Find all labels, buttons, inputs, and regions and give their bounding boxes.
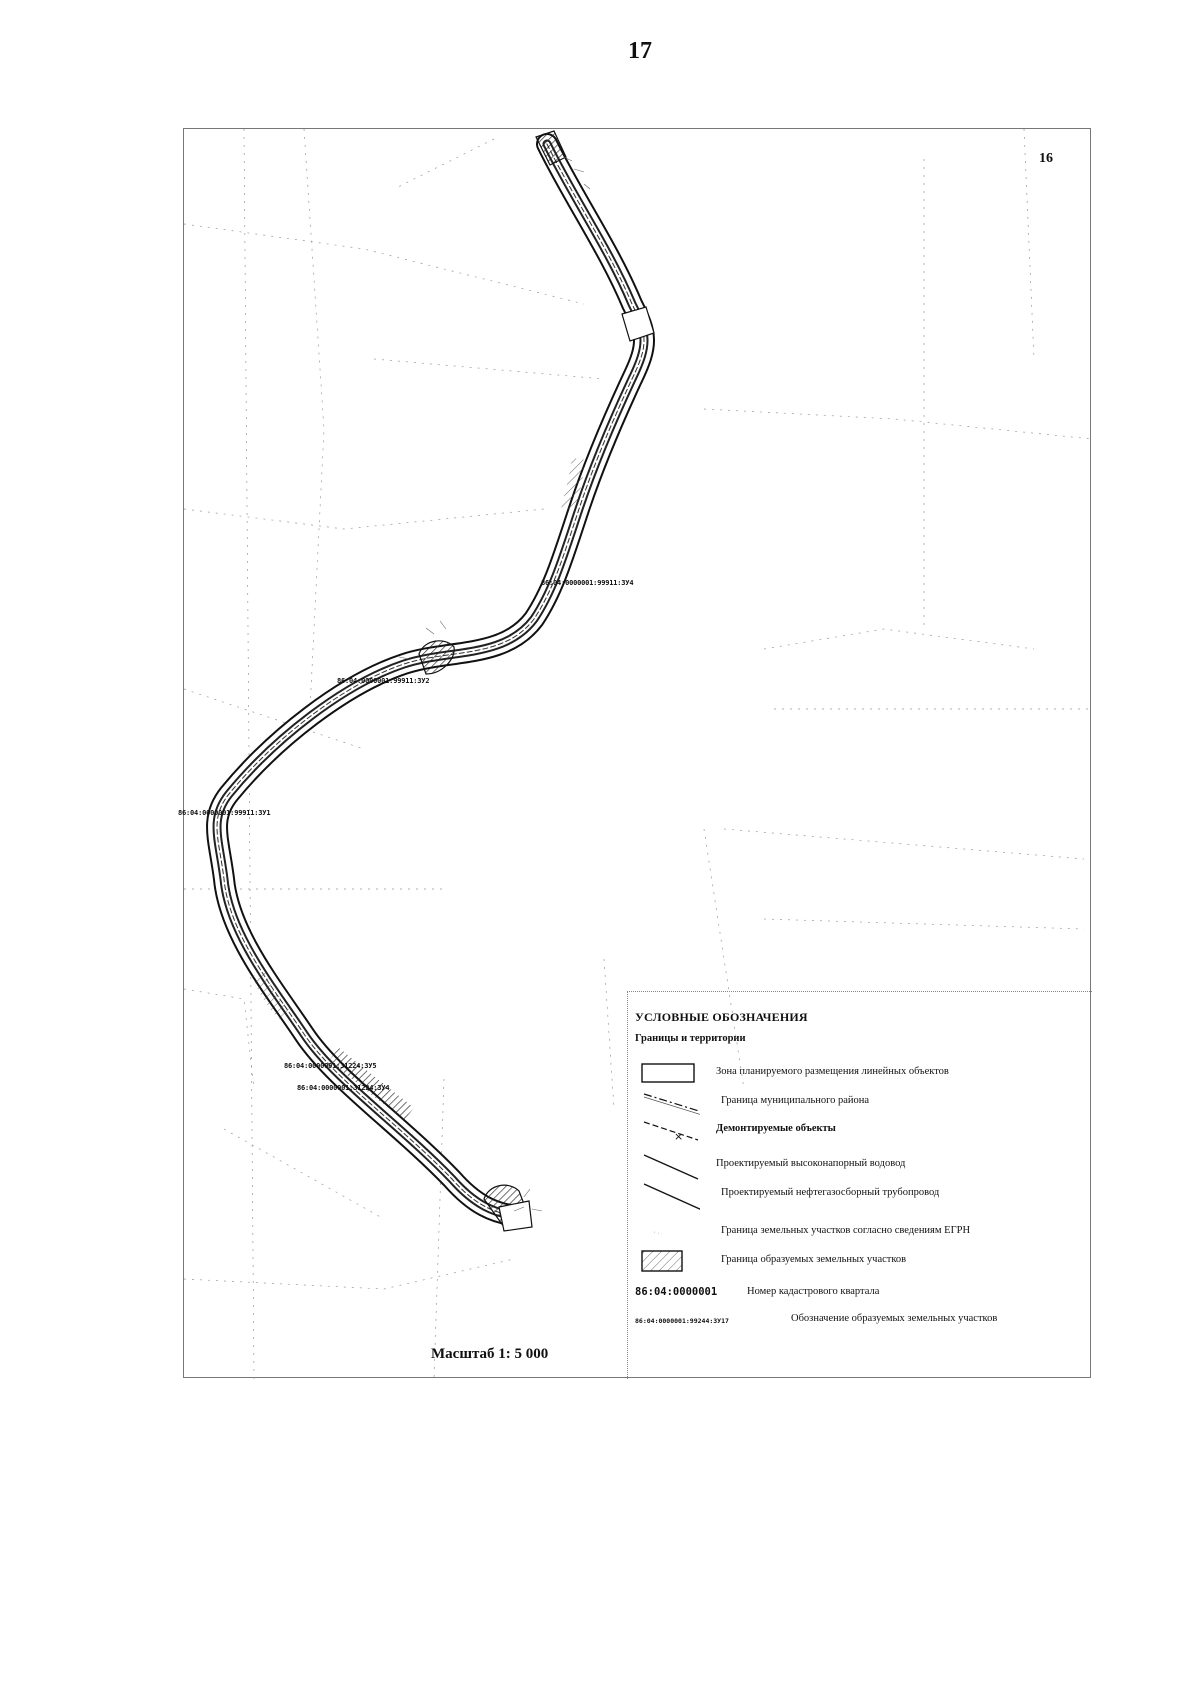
legend-item-label: Граница земельных участков согласно сведениям ЕГРН [721, 1225, 971, 1236]
legend-item [628, 1218, 1093, 1248]
legend-item-label: Проектируемый высоконапорный водовод [716, 1158, 906, 1169]
parcel-label: 86:04:0000001:31224:ЗУ4 [297, 1084, 390, 1092]
legend-title: УСЛОВНЫЕ ОБОЗНАЧЕНИЯ [635, 1010, 808, 1024]
parcel-label: 86:04:0000001:31224:ЗУ5 [284, 1062, 377, 1070]
rectangle-outline-icon [640, 1059, 700, 1089]
corridor [217, 144, 644, 1216]
solid-line-icon [640, 1151, 700, 1181]
parcel-label: 86:04:0000001:99911:ЗУ2 [337, 677, 430, 685]
legend [627, 991, 1092, 1379]
scale-caption: Масштаб 1: 5 000 [431, 1346, 549, 1362]
legend-item-label: Проектируемый нефтегазосборный трубопровод [721, 1187, 940, 1198]
legend-item-label: Граница образуемых земельных участков [721, 1254, 907, 1265]
hatched-rectangle-icon [640, 1247, 700, 1277]
legend-item [628, 1116, 1093, 1146]
cadastral-quarter-label: Номер кадастрового квартала [747, 1286, 880, 1297]
legend-subtitle: Границы и территории [635, 1033, 746, 1044]
svg-text:×: × [674, 1130, 684, 1143]
page-number: 17 [628, 38, 652, 64]
cadastral-quarter-example: 86:04:0000001 [635, 1286, 718, 1298]
dash-dot-line-icon [640, 1088, 700, 1118]
dotted-line-icon [640, 1218, 700, 1248]
parcel-label: 86:04:0000001:99911:ЗУ4 [541, 579, 634, 587]
dismantled-object-x-icon [640, 1116, 700, 1146]
legend-item [628, 1059, 1093, 1089]
parcel-label: 86:04:0000001:99911:ЗУ1 [178, 809, 271, 817]
legend-item [628, 1180, 1093, 1210]
sheet-number: 16 [1039, 151, 1053, 166]
legend-item-label: Демонтируемые объекты [716, 1123, 836, 1134]
formed-parcels-example: 86:04:0000001:99244:ЗУ17 [635, 1317, 729, 1325]
legend-item-label: Зона планируемого размещения линейных объектов [716, 1066, 949, 1077]
legend-item [628, 1088, 1093, 1118]
map-frame [178, 128, 1091, 1378]
legend-item [628, 1151, 1093, 1181]
legend-item [628, 1247, 1093, 1277]
solid-line-icon [640, 1180, 700, 1210]
legend-item-label: Граница муниципального района [721, 1095, 870, 1106]
formed-parcels-label: Обозначение образуемых земельных участков [791, 1313, 998, 1324]
